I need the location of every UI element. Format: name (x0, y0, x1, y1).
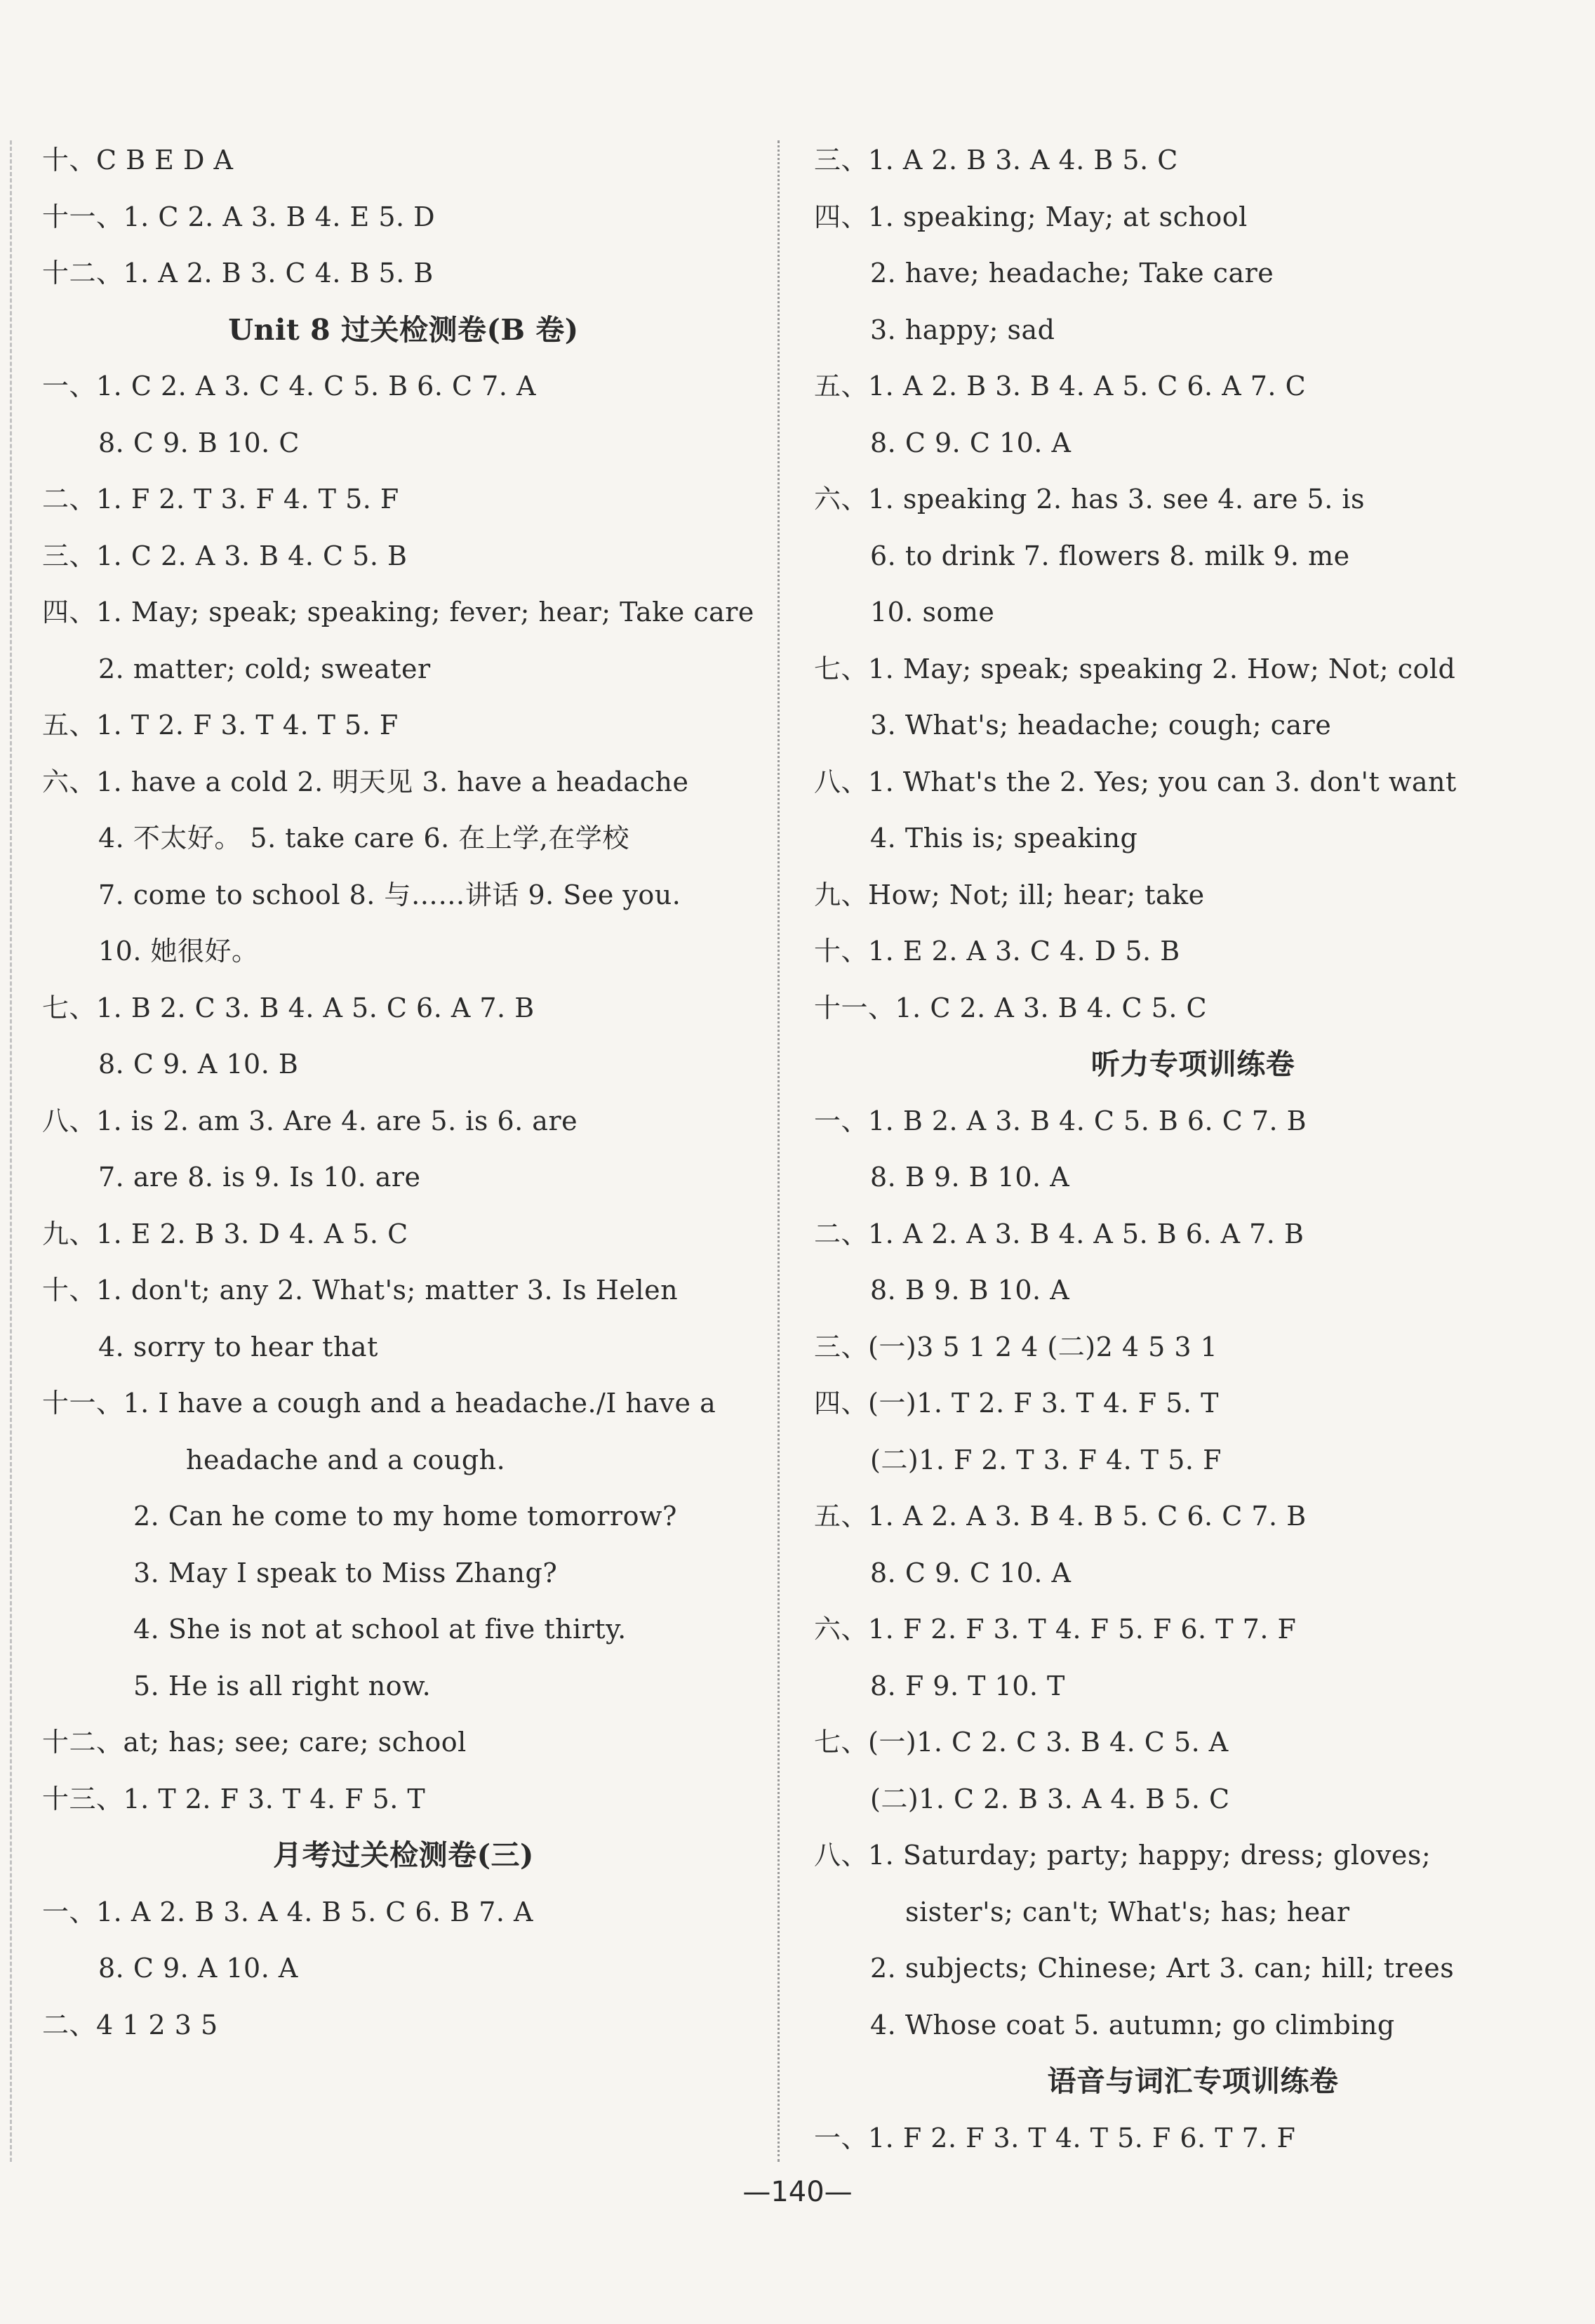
answer-line: 十一、1. I have a cough and a headache./I have a (42, 1388, 716, 1419)
answer-line: 10. 她很好。 (98, 936, 259, 967)
answer-line: 8. B 9. B 10. A (870, 1275, 1070, 1306)
answer-line: 5. He is all right now. (133, 1670, 432, 1701)
answer-line: 二、1. A 2. A 3. B 4. A 5. B 6. A 7. B (814, 1218, 1304, 1249)
answer-line: (二)1. F 2. T 3. F 4. T 5. F (870, 1444, 1222, 1475)
section-title: 月考过关检测卷(三) (273, 1838, 534, 1872)
answer-line: 十一、1. C 2. A 3. B 4. E 5. D (42, 201, 436, 232)
answer-line: 五、1. A 2. A 3. B 4. B 5. C 6. C 7. B (814, 1501, 1307, 1532)
answer-line: 十二、1. A 2. B 3. C 4. B 5. B (42, 258, 434, 288)
page-number: —140— (742, 2176, 853, 2208)
answer-line: 8. C 9. A 10. A (98, 1953, 298, 1984)
answer-line: sister's; can't; What's; has; hear (905, 1896, 1350, 1927)
answer-line: 八、1. is 2. am 3. Are 4. are 5. is 6. are (42, 1105, 578, 1136)
answer-line: 十、C B E D A (42, 145, 234, 175)
answer-line: 九、1. E 2. B 3. D 4. A 5. C (42, 1218, 408, 1249)
answer-line: 四、1. speaking; May; at school (814, 201, 1248, 232)
page-edge (10, 140, 26, 2162)
answer-line: 4. sorry to hear that (98, 1331, 378, 1362)
answer-line: 一、1. C 2. A 3. C 4. C 5. B 6. C 7. A (42, 371, 536, 401)
answer-line: 十一、1. C 2. A 3. B 4. C 5. C (814, 992, 1208, 1023)
answer-line: 3. What's; headache; cough; care (870, 710, 1332, 741)
answer-line: 十三、1. T 2. F 3. T 4. F 5. T (42, 1783, 426, 1814)
answer-line: 九、How; Not; ill; hear; take (814, 879, 1205, 910)
answer-line: 4. This is; speaking (870, 823, 1138, 854)
answer-line: 五、1. A 2. B 3. B 4. A 5. C 6. A 7. C (814, 371, 1307, 401)
answer-line: 8. C 9. C 10. A (870, 1557, 1072, 1588)
answer-line: 十二、at; has; see; care; school (42, 1727, 467, 1758)
answer-line: 8. C 9. B 10. C (98, 427, 300, 458)
answer-line: 三、1. A 2. B 3. A 4. B 5. C (814, 145, 1178, 175)
answer-line: 十、1. don't; any 2. What's; matter 3. Is Helen (42, 1275, 679, 1306)
answer-line: 7. are 8. is 9. Is 10. are (98, 1162, 421, 1193)
answer-line: 六、1. F 2. F 3. T 4. F 5. F 6. T 7. F (814, 1614, 1297, 1645)
answer-line: 3. May I speak to Miss Zhang? (133, 1557, 558, 1588)
answer-line: 4. 不太好。 5. take care 6. 在上学,在学校 (98, 823, 629, 854)
answer-line: 三、1. C 2. A 3. B 4. C 5. B (42, 540, 408, 571)
answer-line: 4. She is not at school at five thirty. (133, 1614, 627, 1645)
answer-line: 8. B 9. B 10. A (870, 1162, 1070, 1193)
answer-line: 2. have; headache; Take care (870, 258, 1274, 288)
column-divider (778, 140, 780, 2162)
answer-line: 四、1. May; speak; speaking; fever; hear; Take care (42, 597, 754, 628)
answer-line: 七、1. May; speak; speaking 2. How; Not; cold (814, 653, 1456, 684)
answer-line: 7. come to school 8. 与……讲话 9. See you. (98, 879, 681, 910)
answer-line: 10. some (870, 597, 995, 628)
answer-line: 五、1. T 2. F 3. T 4. T 5. F (42, 710, 399, 741)
answer-line: 6. to drink 7. flowers 8. milk 9. me (870, 540, 1350, 571)
answer-line: 七、(一)1. C 2. C 3. B 4. C 5. A (814, 1727, 1229, 1758)
answer-line: 一、1. A 2. B 3. A 4. B 5. C 6. B 7. A (42, 1896, 533, 1927)
answer-line: 二、4 1 2 3 5 (42, 2009, 218, 2040)
answer-line: 8. C 9. C 10. A (870, 427, 1072, 458)
answer-line: 4. Whose coat 5. autumn; go climbing (870, 2009, 1395, 2040)
answer-line: 一、1. B 2. A 3. B 4. C 5. B 6. C 7. B (814, 1105, 1307, 1136)
answer-line: 八、1. Saturday; party; happy; dress; gloves; (814, 1840, 1432, 1871)
section-title: 听力专项训练卷 (1090, 1047, 1295, 1081)
answer-line: 8. F 9. T 10. T (870, 1670, 1065, 1701)
answer-line: 2. matter; cold; sweater (98, 653, 431, 684)
answer-line: 四、(一)1. T 2. F 3. T 4. F 5. T (814, 1388, 1219, 1419)
answer-line: 六、1. have a cold 2. 明天见 3. have a headache (42, 766, 689, 797)
answer-line: 2. Can he come to my home tomorrow? (133, 1501, 677, 1532)
answer-line: 六、1. speaking 2. has 3. see 4. are 5. is (814, 484, 1366, 514)
section-title: 语音与词汇专项训练卷 (1047, 2064, 1339, 2098)
answer-line: (二)1. C 2. B 3. A 4. B 5. C (870, 1783, 1230, 1814)
answer-line: 七、1. B 2. C 3. B 4. A 5. C 6. A 7. B (42, 992, 535, 1023)
answer-line: 十、1. E 2. A 3. C 4. D 5. B (814, 936, 1180, 967)
answer-line: 一、1. F 2. F 3. T 4. T 5. F 6. T 7. F (814, 2122, 1296, 2153)
answer-line: 三、(一)3 5 1 2 4 (二)2 4 5 3 1 (814, 1331, 1218, 1362)
answer-line: 3. happy; sad (870, 314, 1055, 345)
answer-line: 八、1. What's the 2. Yes; you can 3. don't want (814, 766, 1457, 797)
answer-line: 二、1. F 2. T 3. F 4. T 5. F (42, 484, 399, 514)
section-title: Unit 8 过关检测卷(B 卷) (228, 312, 579, 347)
answer-line: 8. C 9. A 10. B (98, 1049, 299, 1080)
answer-line: headache and a cough. (186, 1444, 506, 1475)
answer-line: 2. subjects; Chinese; Art 3. can; hill; trees (870, 1953, 1455, 1984)
